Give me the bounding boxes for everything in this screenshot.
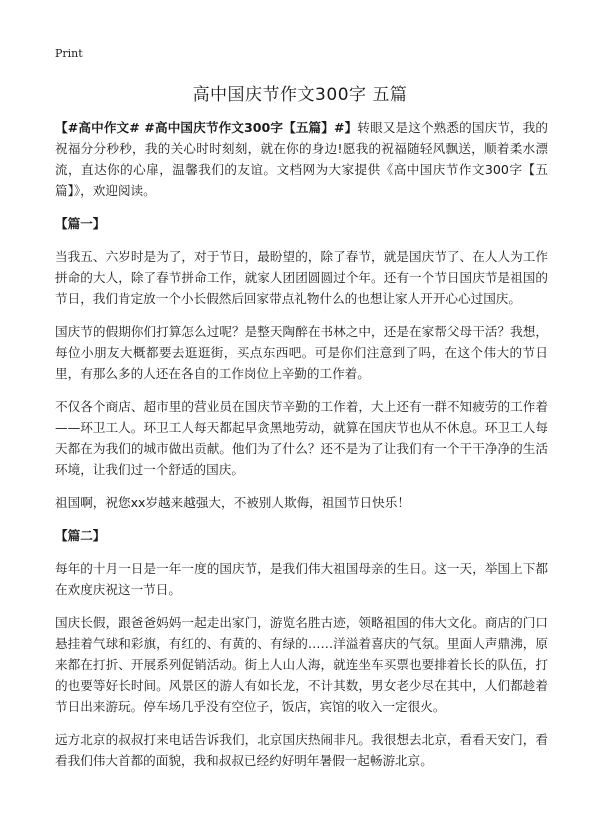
section-1-paragraph: 不仅各个商店、超市里的营业员在国庆节辛勤的工作着，大上还有一群不知疲劳的工作着——环卫工人。环卫工人每天都起早贪黑地劳动，就算在国庆节也从不休息。环卫工人每天都在为我们的城市做出贡献。他们为了什么？还不是为了让我们有一个干干净净的生活环境，让我们过一个舒适的国庆。 bbox=[55, 399, 548, 477]
section-1-paragraph: 当我五、六岁时是为了，对于节日，最盼望的，除了春节，就是国庆节了、在人人为工作拼命的大人，除了春节拼命工作，就家人团团圆圆过个年。还有一个节日国庆节是祖国的节日，我们肯定放一个小长假然后回家带点礼物什么的也想让家人开开心心过国庆。 bbox=[55, 249, 548, 306]
intro-text: 转眼又是这个熟悉的国庆节，我的祝福分分秒秒，我的关心时时刻刻，就在你的身边!愿我的祝福随轻风飘送，顺着柔水漂流，直达你的心扉，温馨我们的友谊。文档网为大家提供《高中国庆节作文300字【五篇】》，欢迎阅读。 bbox=[55, 120, 549, 198]
intro-tag: 【#高中作文# #高中国庆节作文300字【五篇】#】 bbox=[55, 120, 358, 135]
print-link[interactable]: Print bbox=[55, 47, 83, 60]
intro-paragraph bbox=[55, 117, 548, 201]
section-heading: 【篇二】 bbox=[55, 528, 106, 543]
section-1-paragraph: 国庆节的假期你们打算怎么过呢？是整天陶醉在书林之中，还是在家帮父母干活？我想，每位小朋友大概都要去逛逛街，买点东西吧。可是你们注意到了吗，在这个伟大的节日里，有那么多的人还在各自的工作岗位上辛勤的工作着。 bbox=[55, 324, 548, 381]
article-body bbox=[55, 117, 548, 783]
section-2-paragraph: 远方北京的叔叔打来电话告诉我们，北京国庆热闹非凡。我很想去北京，看看天安门，看看我们伟大首都的面貌，我和叔叔已经约好明年暑假一起畅游北京。 bbox=[55, 732, 548, 768]
section-2-paragraph: 国庆长假，跟爸爸妈妈一起走出家门，游览名胜古迹，领略祖国的伟大文化。商店的门口悬挂着气球和彩旗，有红的、有黄的、有绿的……洋溢着喜庆的气氛。里面人声鼎沸，原来都在打折、开展系列促销活动。街上人山人海，就连坐车买票也要排着长长的队伍，打的也要等好长时间。风景区的游人有如长龙，不计其数，男女老少尽在其中，人们都趁着节日出来游玩。停车场几乎没有空位子，饭店，宾馆的收入一定很火。 bbox=[55, 615, 548, 714]
page-title: 高中国庆节作文300字 五篇 bbox=[192, 85, 408, 105]
section-1-paragraph: 祖国啊，祝您xx岁越来越强大，不被别人欺侮，祖国节日快乐！ bbox=[55, 495, 410, 510]
section-heading: 【篇一】 bbox=[55, 216, 106, 231]
section-2-paragraph: 每年的十月一日是一年一度的国庆节，是我们伟大祖国母亲的生日。这一天，举国上下都在欢度庆祝这一节日。 bbox=[55, 561, 548, 597]
